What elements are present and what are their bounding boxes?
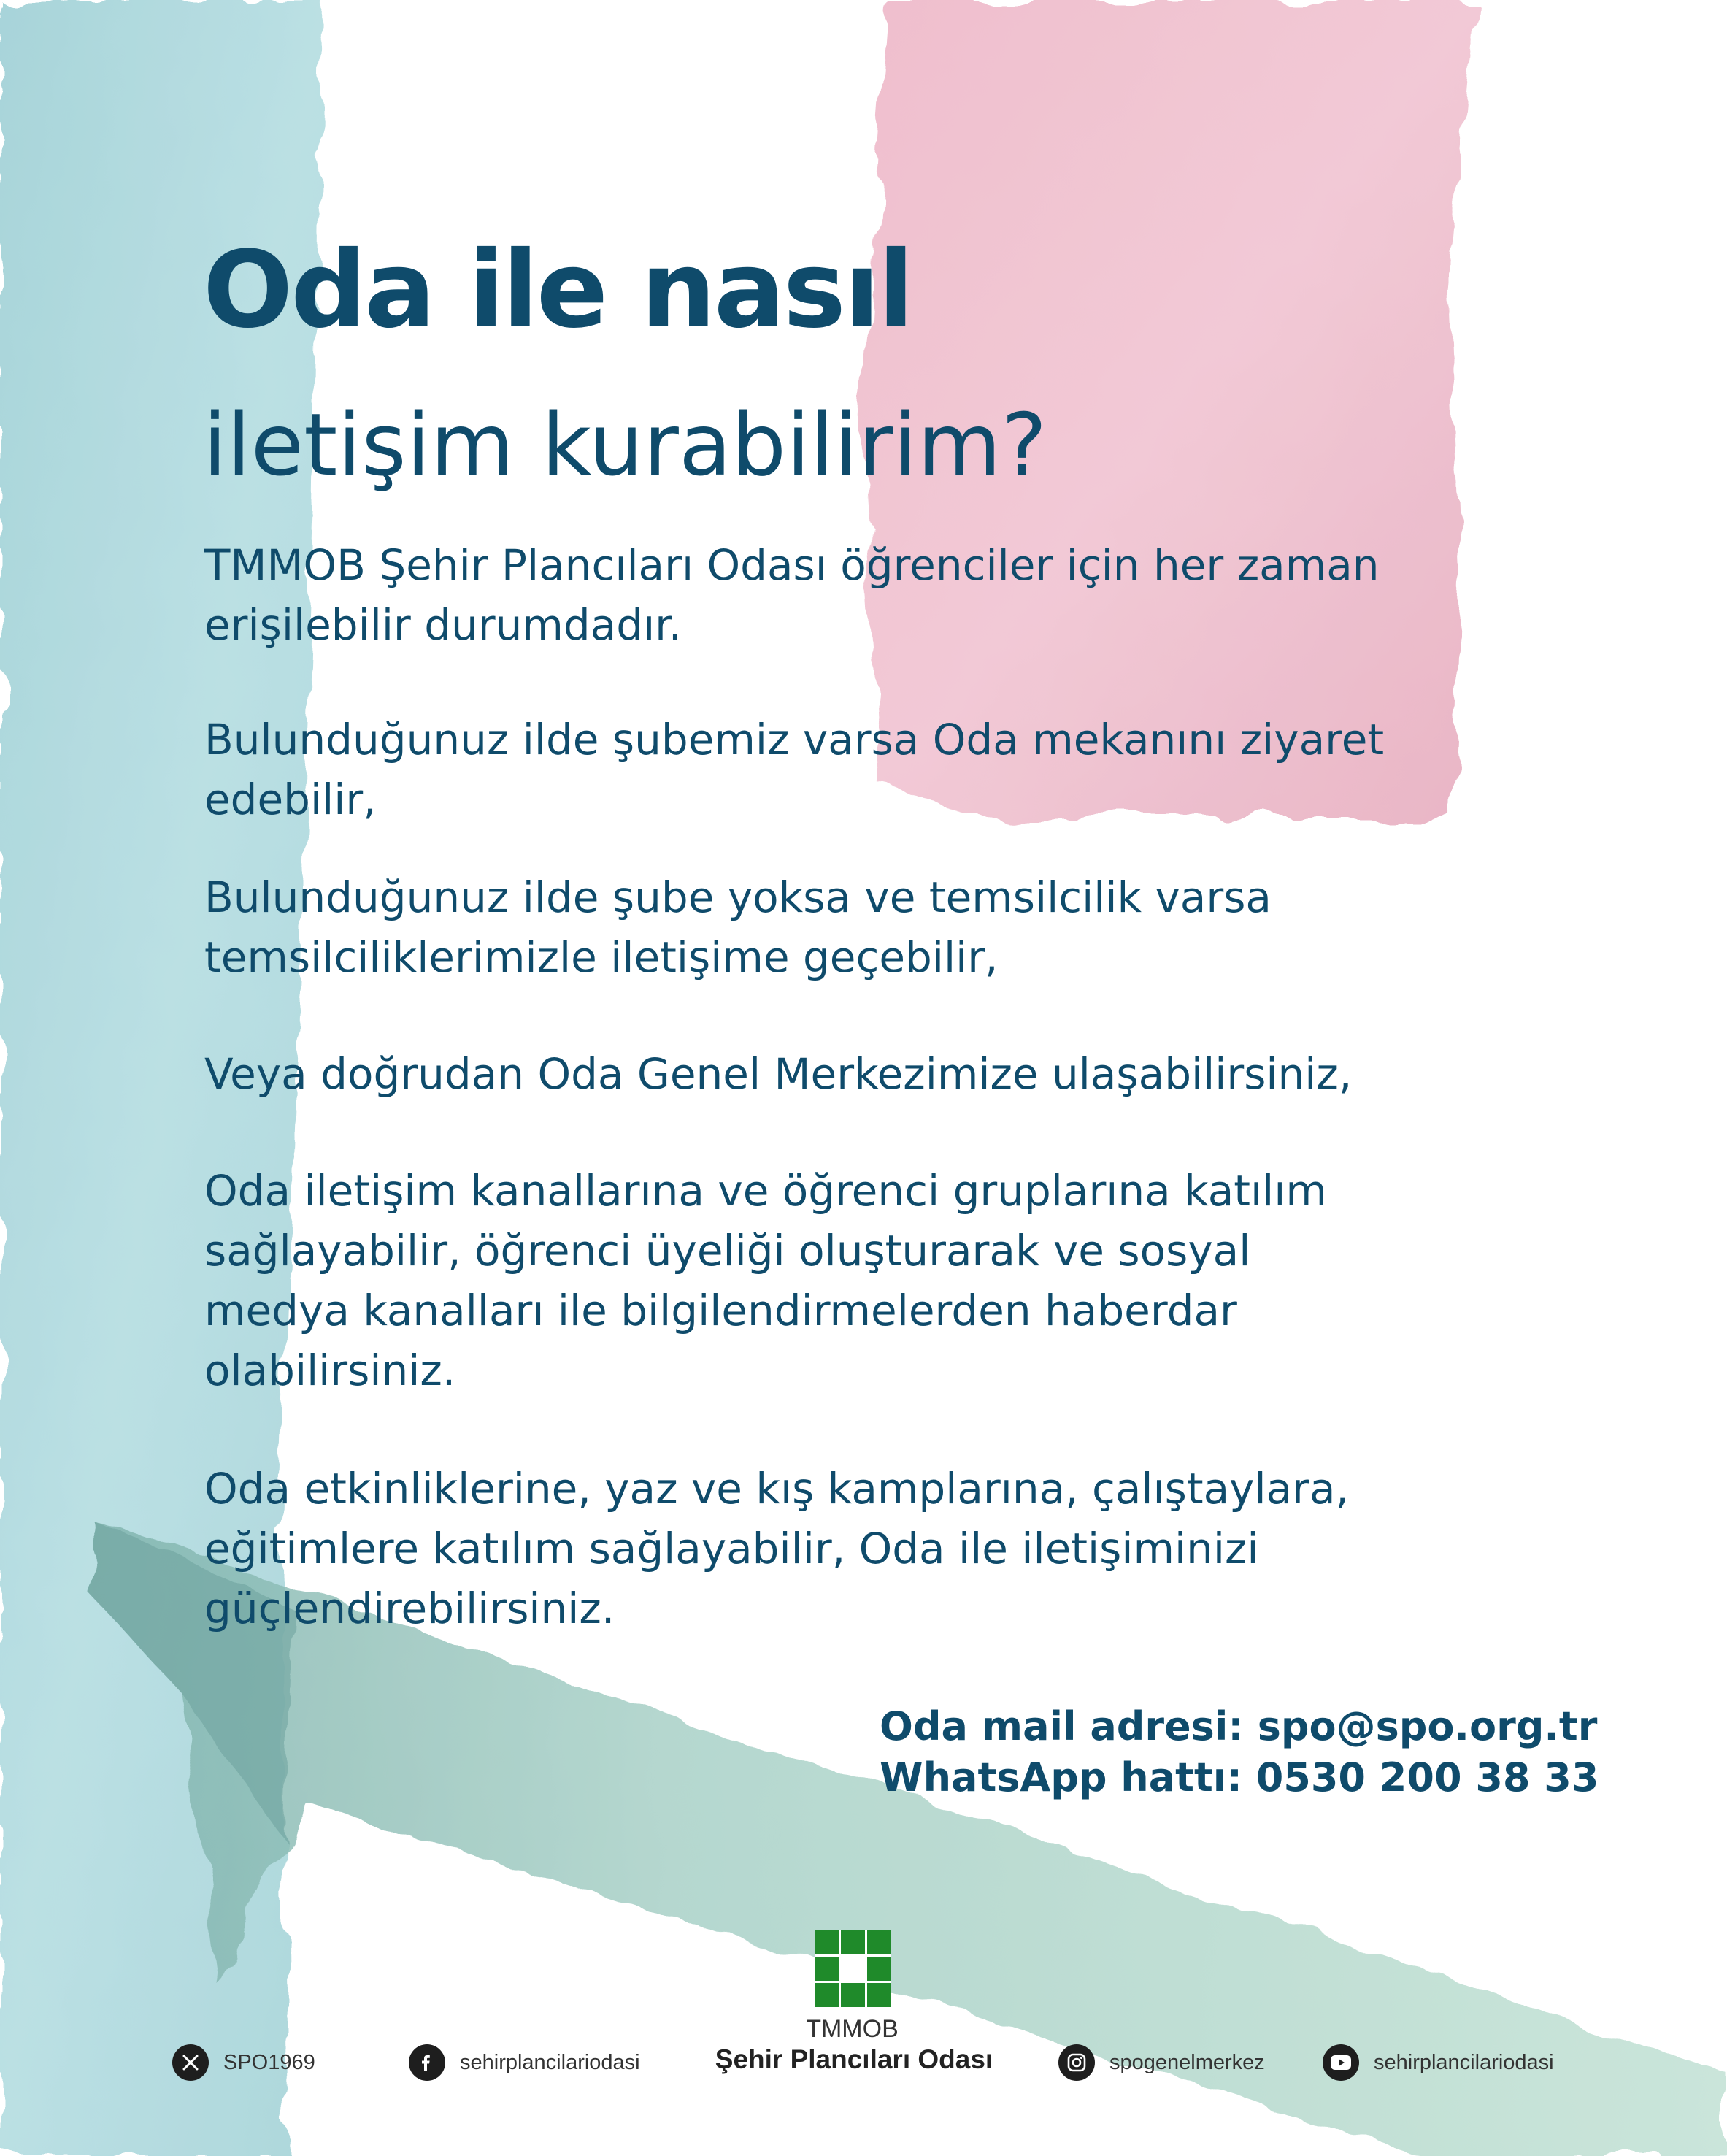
contact-whatsapp[interactable]: WhatsApp hattı: 0530 200 38 33 — [880, 1754, 1599, 1800]
paragraph-line: güçlendirebilirsiniz. — [204, 1584, 615, 1633]
paragraph-line: Oda iletişim kanallarına ve öğrenci gruplarına katılım — [204, 1166, 1327, 1216]
social-x-label: SPO1969 — [223, 2050, 315, 2074]
paragraph-line: temsilciliklerimizle iletişime geçebilir, — [204, 932, 999, 982]
paragraph-line: Oda etkinliklerine, yaz ve kış kamplarına, çalıştaylara, — [204, 1464, 1349, 1514]
paragraph-branch-visit — [204, 710, 1591, 829]
x-icon — [172, 2044, 209, 2081]
social-youtube-link[interactable] — [1323, 2044, 1554, 2081]
paragraph-line: Bulunduğunuz ilde şubemiz varsa Oda mekanını ziyaret — [204, 715, 1385, 764]
logo-chamber-name: Şehir Plancıları Odası — [715, 2044, 993, 2074]
paragraph-line: Bulunduğunuz ilde şube yoksa ve temsilcilik varsa — [204, 872, 1272, 922]
paragraph-channels — [204, 1161, 1591, 1400]
logo-org-name: TMMOB — [806, 2015, 899, 2043]
paragraph-intro — [204, 535, 1591, 655]
paragraph-line: TMMOB Şehir Plancıları Odası öğrenciler için her zaman — [204, 540, 1380, 590]
title-line-2: iletişim kurabilirim? — [203, 394, 1047, 495]
paragraph-line: sağlayabilir, öğrenci üyeliği oluşturarak ve sosyal — [204, 1226, 1251, 1275]
social-youtube-label: sehirplancilariodasi — [1374, 2050, 1554, 2074]
spo-logo-icon — [815, 1930, 891, 2007]
paragraph-representative — [204, 867, 1591, 987]
facebook-icon — [409, 2044, 445, 2081]
social-facebook-link[interactable] — [409, 2044, 640, 2081]
title-line-1: Oda ile nasıl — [203, 229, 912, 352]
paragraph-line: olabilirsiniz. — [204, 1346, 456, 1395]
instagram-icon — [1058, 2044, 1095, 2081]
social-x-link[interactable] — [172, 2044, 315, 2081]
paragraph-headquarters — [204, 1044, 1591, 1104]
paragraph-line: edebilir, — [204, 775, 377, 824]
paragraph-events — [204, 1459, 1591, 1638]
social-instagram-link[interactable] — [1058, 2044, 1265, 2081]
social-facebook-label: sehirplancilariodasi — [460, 2050, 640, 2074]
paragraph-line: eğitimlere katılım sağlayabilir, Oda ile iletişiminizi — [204, 1524, 1259, 1573]
paragraph-line: medya kanalları ile bilgilendirmelerden haberdar — [204, 1286, 1237, 1335]
youtube-icon — [1323, 2044, 1359, 2081]
paragraph-line: erişilebilir durumdadır. — [204, 600, 682, 650]
paragraph-line: Veya doğrudan Oda Genel Merkezimize ulaşabilirsiniz, — [204, 1049, 1353, 1099]
social-instagram-label: spogenelmerkez — [1109, 2050, 1265, 2074]
contact-mail[interactable]: Oda mail adresi: spo@spo.org.tr — [880, 1703, 1598, 1749]
